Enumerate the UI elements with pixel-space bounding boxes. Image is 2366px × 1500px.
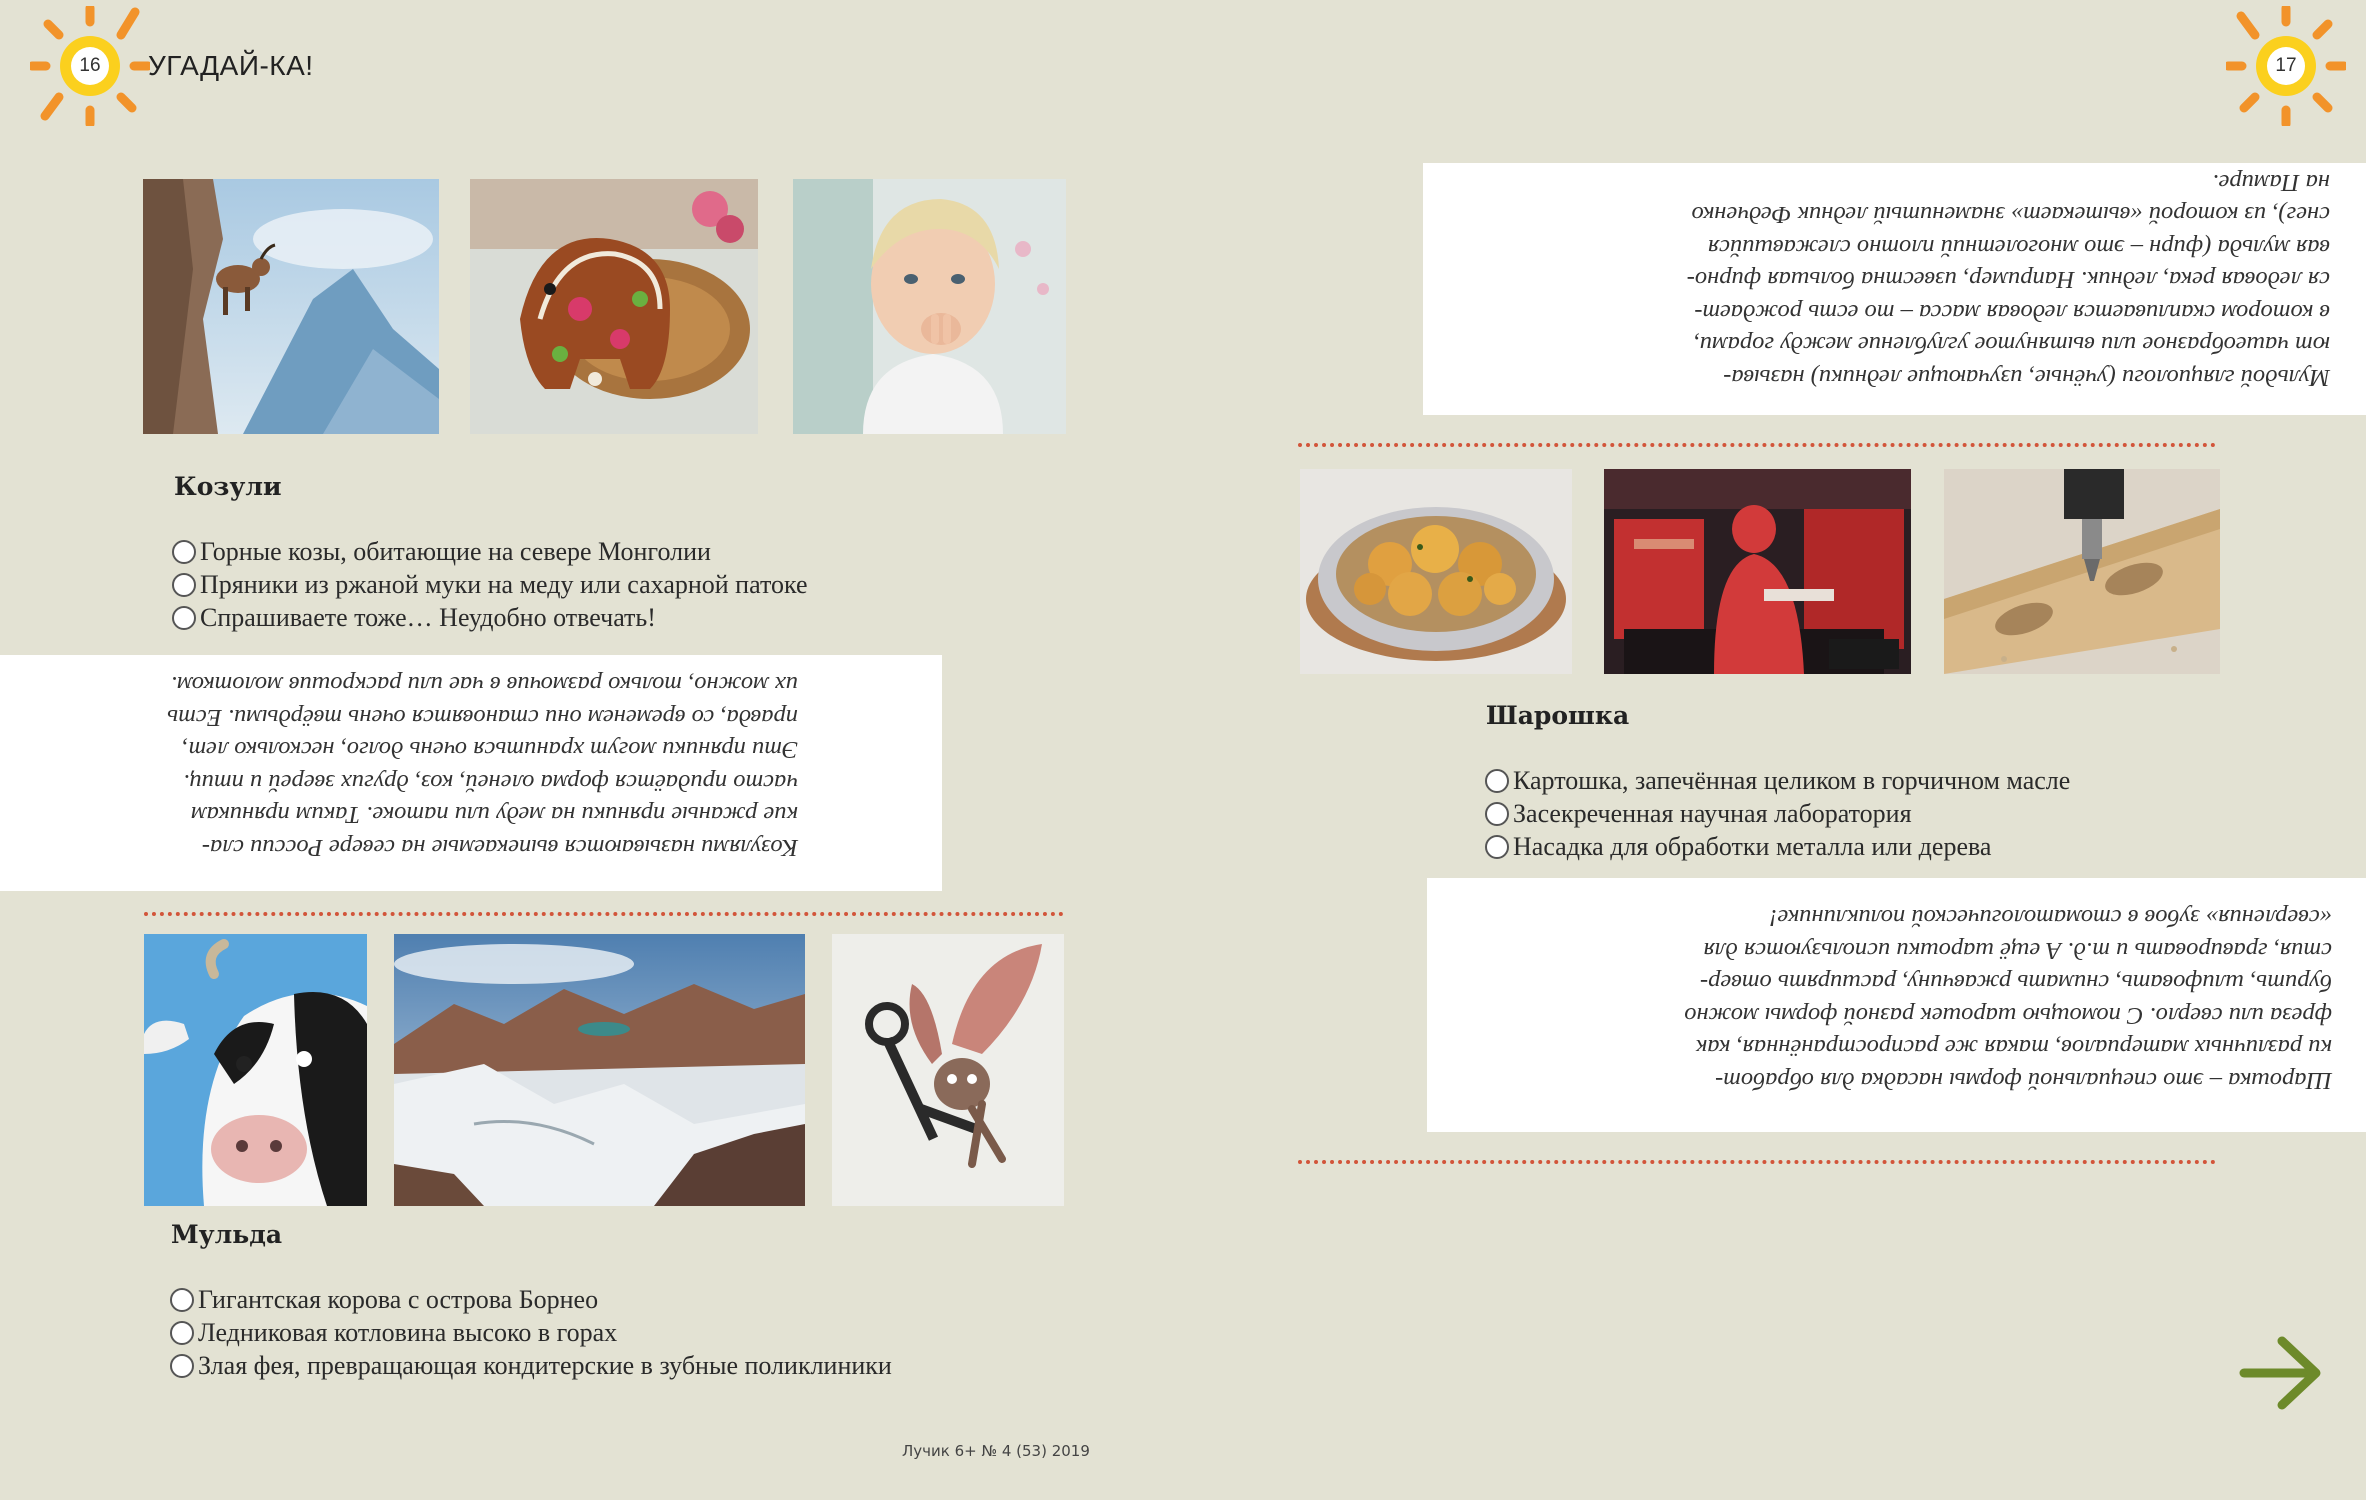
question-title-kozuli: Козули — [174, 472, 282, 501]
photo-baked-potatoes — [1300, 469, 1572, 674]
photo-glacier-valley — [394, 934, 805, 1206]
photo-mountain-goat — [143, 179, 439, 434]
answer-text-mulda: Мульдой гляциологи (учёные, изучающие ледники) называ- ют чашеобразное или вытянутое углубление между горами, в котором скапливается ледовая масса – то есть рождает- ся ледовая река, ледник. Например, известна большая фирно- вая мульда (фирн – это многолетний плотно слежавшийся снег), из которой «вытекает» знаменитый ледник Федченко на Памире. — [1686, 169, 2330, 391]
option-sharoshka-1[interactable]: Картошка, запечённая целиком в горчичном масле — [1485, 765, 2070, 797]
dotted-divider — [1298, 443, 2216, 447]
option-sharoshka-3[interactable]: Насадка для обработки металла или дерева — [1485, 831, 1991, 863]
question-title-sharoshka: Шарошка — [1486, 701, 1630, 730]
radio-button[interactable] — [170, 1354, 194, 1378]
photo-cow — [144, 934, 367, 1206]
option-mulda-2[interactable]: Ледниковая котловина высоко в горах — [170, 1317, 617, 1349]
option-mulda-3[interactable]: Злая фея, превращающая кондитерские в зубные поликлиники — [170, 1350, 892, 1382]
photo-little-girl — [793, 179, 1066, 434]
answer-text-kozuli: Козулями называются выпекаемые на севере России сла- кие ржаные пряники на меду или патоке. Таким пряникам часто придаётся форма оленей, коз, других зверей и птиц. Эти пряники могут храниться очень долго, несколько лет, правда, со временем они становятся очень твёрдыми. Есть их можно, только размочив в чае или раскрошив молотком. — [167, 671, 798, 861]
radio-button[interactable] — [170, 1321, 194, 1345]
answer-box-sharoshka — [1427, 878, 2366, 1132]
answer-text-sharoshka: Шарошка – это специальной формы насадка для обработ- ки различных материалов, такая же распространённая, как фреза или сверло. С помощью шарошек разной формы можно бурить, шлифовать, снимать ржавчину, расширять отвер- стия, гравировать и т.д. А ещё шарошки используются для «сверления» зубов в стоматологической поликлинике! — [1684, 904, 2332, 1094]
radio-button[interactable] — [1485, 802, 1509, 826]
photo-drill-bit — [1944, 469, 2220, 674]
page-number-left: 16 — [79, 55, 101, 76]
photo-fairy-creature — [832, 934, 1064, 1206]
option-mulda-1[interactable]: Гигантская корова с острова Борнео — [170, 1284, 598, 1316]
option-sharoshka-2[interactable]: Засекреченная научная лаборатория — [1485, 798, 1912, 830]
photo-secret-lab — [1604, 469, 1911, 674]
option-kozuli-1[interactable]: Горные козы, обитающие на севере Монголии — [172, 536, 711, 568]
option-kozuli-3[interactable]: Спрашиваете тоже… Неудобно отвечать! — [172, 602, 656, 634]
question-title-mulda: Мульда — [171, 1220, 283, 1249]
answer-box-mulda — [1423, 163, 2366, 415]
arrow-right-icon[interactable] — [2238, 1333, 2324, 1413]
dotted-divider — [1298, 1160, 2216, 1164]
radio-button[interactable] — [1485, 769, 1509, 793]
radio-button[interactable] — [172, 573, 196, 597]
radio-button[interactable] — [172, 540, 196, 564]
answer-box-kozuli — [0, 655, 942, 891]
section-title: УГАДАЙ-КА! — [148, 50, 314, 81]
radio-button[interactable] — [172, 606, 196, 630]
radio-button[interactable] — [170, 1288, 194, 1312]
photo-gingerbread-goat — [470, 179, 758, 434]
page-number-right: 17 — [2275, 55, 2297, 76]
footer-issue: Лучик 6+ № 4 (53) 2019 — [902, 1442, 1090, 1460]
option-kozuli-2[interactable]: Пряники из ржаной муки на меду или сахарной патоке — [172, 569, 808, 601]
radio-button[interactable] — [1485, 835, 1509, 859]
dotted-divider — [144, 912, 1064, 916]
